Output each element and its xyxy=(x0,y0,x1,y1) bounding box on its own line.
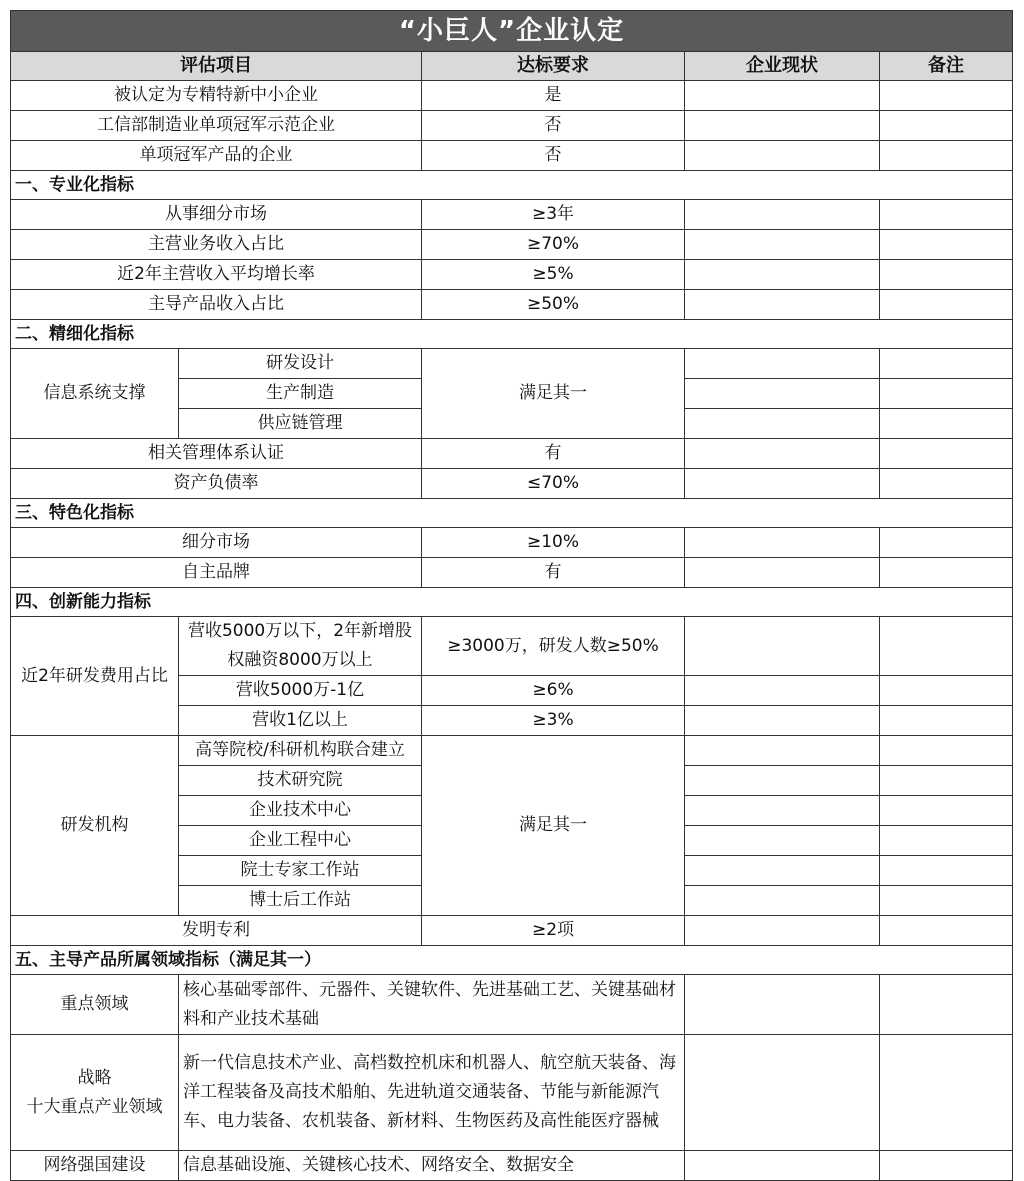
requirement-value: 否 xyxy=(422,111,685,141)
status-cell[interactable] xyxy=(685,290,880,320)
status-cell[interactable] xyxy=(685,1035,880,1151)
evaluation-table xyxy=(10,10,1013,1181)
group-label: 近2年研发费用占比 xyxy=(11,617,179,736)
sub-item-label: 营收1亿以上 xyxy=(179,706,422,736)
sub-item-label: 企业技术中心 xyxy=(179,796,422,826)
item-label: 主营业务收入占比 xyxy=(11,230,422,260)
notes-cell[interactable] xyxy=(880,1151,1013,1181)
status-cell[interactable] xyxy=(685,617,880,676)
item-label: 重点领域 xyxy=(11,975,179,1035)
status-cell[interactable] xyxy=(685,111,880,141)
domain-description: 新一代信息技术产业、高档数控机床和机器人、航空航天装备、海洋工程装备及高技术船舶、先进轨道交通装备、节能与新能源汽车、电力装备、农机装备、新材料、生物医药及高性能医疗器械 xyxy=(179,1035,685,1151)
requirement-value: ≥2项 xyxy=(422,916,685,946)
requirement-value: ≥3% xyxy=(422,706,685,736)
requirement-value: ≥3年 xyxy=(422,200,685,230)
table-row xyxy=(11,349,1013,379)
requirement-value: ≥3000万，研发人数≥50% xyxy=(422,617,685,676)
notes-cell[interactable] xyxy=(880,290,1013,320)
notes-cell[interactable] xyxy=(880,975,1013,1035)
section-title-specialization: 一、专业化指标 xyxy=(11,171,1013,200)
table-row xyxy=(11,1035,1013,1151)
item-label: 网络强国建设 xyxy=(11,1151,179,1181)
section-title-characteristic: 三、特色化指标 xyxy=(11,499,1013,528)
notes-cell[interactable] xyxy=(880,200,1013,230)
notes-cell[interactable] xyxy=(880,736,1013,766)
notes-cell[interactable] xyxy=(880,469,1013,499)
header-item: 评估项目 xyxy=(11,52,422,81)
status-cell[interactable] xyxy=(685,796,880,826)
sub-item-label: 供应链管理 xyxy=(179,409,422,439)
notes-cell[interactable] xyxy=(880,766,1013,796)
status-cell[interactable] xyxy=(685,916,880,946)
domain-description: 核心基础零部件、元器件、关键软件、先进基础工艺、关键基础材料和产业技术基础 xyxy=(179,975,685,1035)
table-row xyxy=(11,558,1013,588)
status-cell[interactable] xyxy=(685,439,880,469)
table-title: “小巨人”企业认定 xyxy=(11,11,1013,52)
header-row xyxy=(11,52,1013,81)
requirement-value: ≥10% xyxy=(422,528,685,558)
status-cell[interactable] xyxy=(685,676,880,706)
sub-item-label: 院士专家工作站 xyxy=(179,856,422,886)
header-requirement: 达标要求 xyxy=(422,52,685,81)
status-cell[interactable] xyxy=(685,141,880,171)
table-row xyxy=(11,617,1013,676)
sub-item-label: 营收5000万-1亿 xyxy=(179,676,422,706)
table-row xyxy=(11,528,1013,558)
notes-cell[interactable] xyxy=(880,617,1013,676)
table-row xyxy=(11,975,1013,1035)
domain-description: 信息基础设施、关键核心技术、网络安全、数据安全 xyxy=(179,1151,685,1181)
item-label: 单项冠军产品的企业 xyxy=(11,141,422,171)
item-label: 工信部制造业单项冠军示范企业 xyxy=(11,111,422,141)
table-row xyxy=(11,111,1013,141)
table-row xyxy=(11,1151,1013,1181)
notes-cell[interactable] xyxy=(880,528,1013,558)
item-label: 被认定为专精特新中小企业 xyxy=(11,81,422,111)
notes-cell[interactable] xyxy=(880,916,1013,946)
status-cell[interactable] xyxy=(685,886,880,916)
notes-cell[interactable] xyxy=(880,826,1013,856)
item-label: 从事细分市场 xyxy=(11,200,422,230)
table-row xyxy=(11,736,1013,766)
requirement-value: 是 xyxy=(422,81,685,111)
item-label: 自主品牌 xyxy=(11,558,422,588)
table-row xyxy=(11,439,1013,469)
sub-item-label: 博士后工作站 xyxy=(179,886,422,916)
sub-item-label: 技术研究院 xyxy=(179,766,422,796)
status-cell[interactable] xyxy=(685,260,880,290)
item-label: 细分市场 xyxy=(11,528,422,558)
table-row xyxy=(11,290,1013,320)
table-row xyxy=(11,260,1013,290)
item-label: 战略 十大重点产业领域 xyxy=(11,1035,179,1151)
table-row xyxy=(11,916,1013,946)
status-cell[interactable] xyxy=(685,409,880,439)
requirement-value: 满足其一 xyxy=(422,349,685,439)
notes-cell[interactable] xyxy=(880,676,1013,706)
requirement-value: ≥5% xyxy=(422,260,685,290)
section-title-product-domain: 五、主导产品所属领域指标（满足其一） xyxy=(11,946,1013,975)
notes-cell[interactable] xyxy=(880,439,1013,469)
evaluation-sheet xyxy=(10,10,1013,1181)
notes-cell[interactable] xyxy=(880,260,1013,290)
status-cell[interactable] xyxy=(685,379,880,409)
requirement-value: 满足其一 xyxy=(422,736,685,916)
notes-cell[interactable] xyxy=(880,796,1013,826)
item-label: 主导产品收入占比 xyxy=(11,290,422,320)
sub-item-label: 生产制造 xyxy=(179,379,422,409)
status-cell[interactable] xyxy=(685,856,880,886)
item-label: 发明专利 xyxy=(11,916,422,946)
notes-cell[interactable] xyxy=(880,886,1013,916)
requirement-value: ≥70% xyxy=(422,230,685,260)
item-label: 资产负债率 xyxy=(11,469,422,499)
notes-cell[interactable] xyxy=(880,230,1013,260)
status-cell[interactable] xyxy=(685,200,880,230)
sub-item-label: 企业工程中心 xyxy=(179,826,422,856)
sub-item-label: 研发设计 xyxy=(179,349,422,379)
header-notes: 备注 xyxy=(880,52,1013,81)
sub-item-label: 高等院校/科研机构联合建立 xyxy=(179,736,422,766)
status-cell[interactable] xyxy=(685,766,880,796)
section-title-innovation: 四、创新能力指标 xyxy=(11,588,1013,617)
requirement-value: 否 xyxy=(422,141,685,171)
notes-cell[interactable] xyxy=(880,111,1013,141)
status-cell[interactable] xyxy=(685,736,880,766)
notes-cell[interactable] xyxy=(880,1035,1013,1151)
notes-cell[interactable] xyxy=(880,379,1013,409)
status-cell[interactable] xyxy=(685,558,880,588)
status-cell[interactable] xyxy=(685,469,880,499)
table-row xyxy=(11,200,1013,230)
notes-cell[interactable] xyxy=(880,558,1013,588)
notes-cell[interactable] xyxy=(880,81,1013,111)
notes-cell[interactable] xyxy=(880,141,1013,171)
section-title-refinement: 二、精细化指标 xyxy=(11,320,1013,349)
header-status: 企业现状 xyxy=(685,52,880,81)
item-label: 近2年主营收入平均增长率 xyxy=(11,260,422,290)
notes-cell[interactable] xyxy=(880,349,1013,379)
group-label: 研发机构 xyxy=(11,736,179,916)
table-row xyxy=(11,469,1013,499)
table-row xyxy=(11,230,1013,260)
status-cell[interactable] xyxy=(685,349,880,379)
status-cell[interactable] xyxy=(685,528,880,558)
requirement-value: ≥50% xyxy=(422,290,685,320)
status-cell[interactable] xyxy=(685,826,880,856)
requirement-value: 有 xyxy=(422,558,685,588)
requirement-value: ≤70% xyxy=(422,469,685,499)
status-cell[interactable] xyxy=(685,81,880,111)
table-row xyxy=(11,141,1013,171)
notes-cell[interactable] xyxy=(880,409,1013,439)
group-label: 信息系统支撑 xyxy=(11,349,179,439)
status-cell[interactable] xyxy=(685,1151,880,1181)
requirement-value: ≥6% xyxy=(422,676,685,706)
status-cell[interactable] xyxy=(685,706,880,736)
requirement-value: 有 xyxy=(422,439,685,469)
sub-item-label: 营收5000万以下，2年新增股权融资8000万以上 xyxy=(179,617,422,676)
table-row xyxy=(11,81,1013,111)
item-label: 相关管理体系认证 xyxy=(11,439,422,469)
notes-cell[interactable] xyxy=(880,856,1013,886)
status-cell[interactable] xyxy=(685,975,880,1035)
status-cell[interactable] xyxy=(685,230,880,260)
notes-cell[interactable] xyxy=(880,706,1013,736)
